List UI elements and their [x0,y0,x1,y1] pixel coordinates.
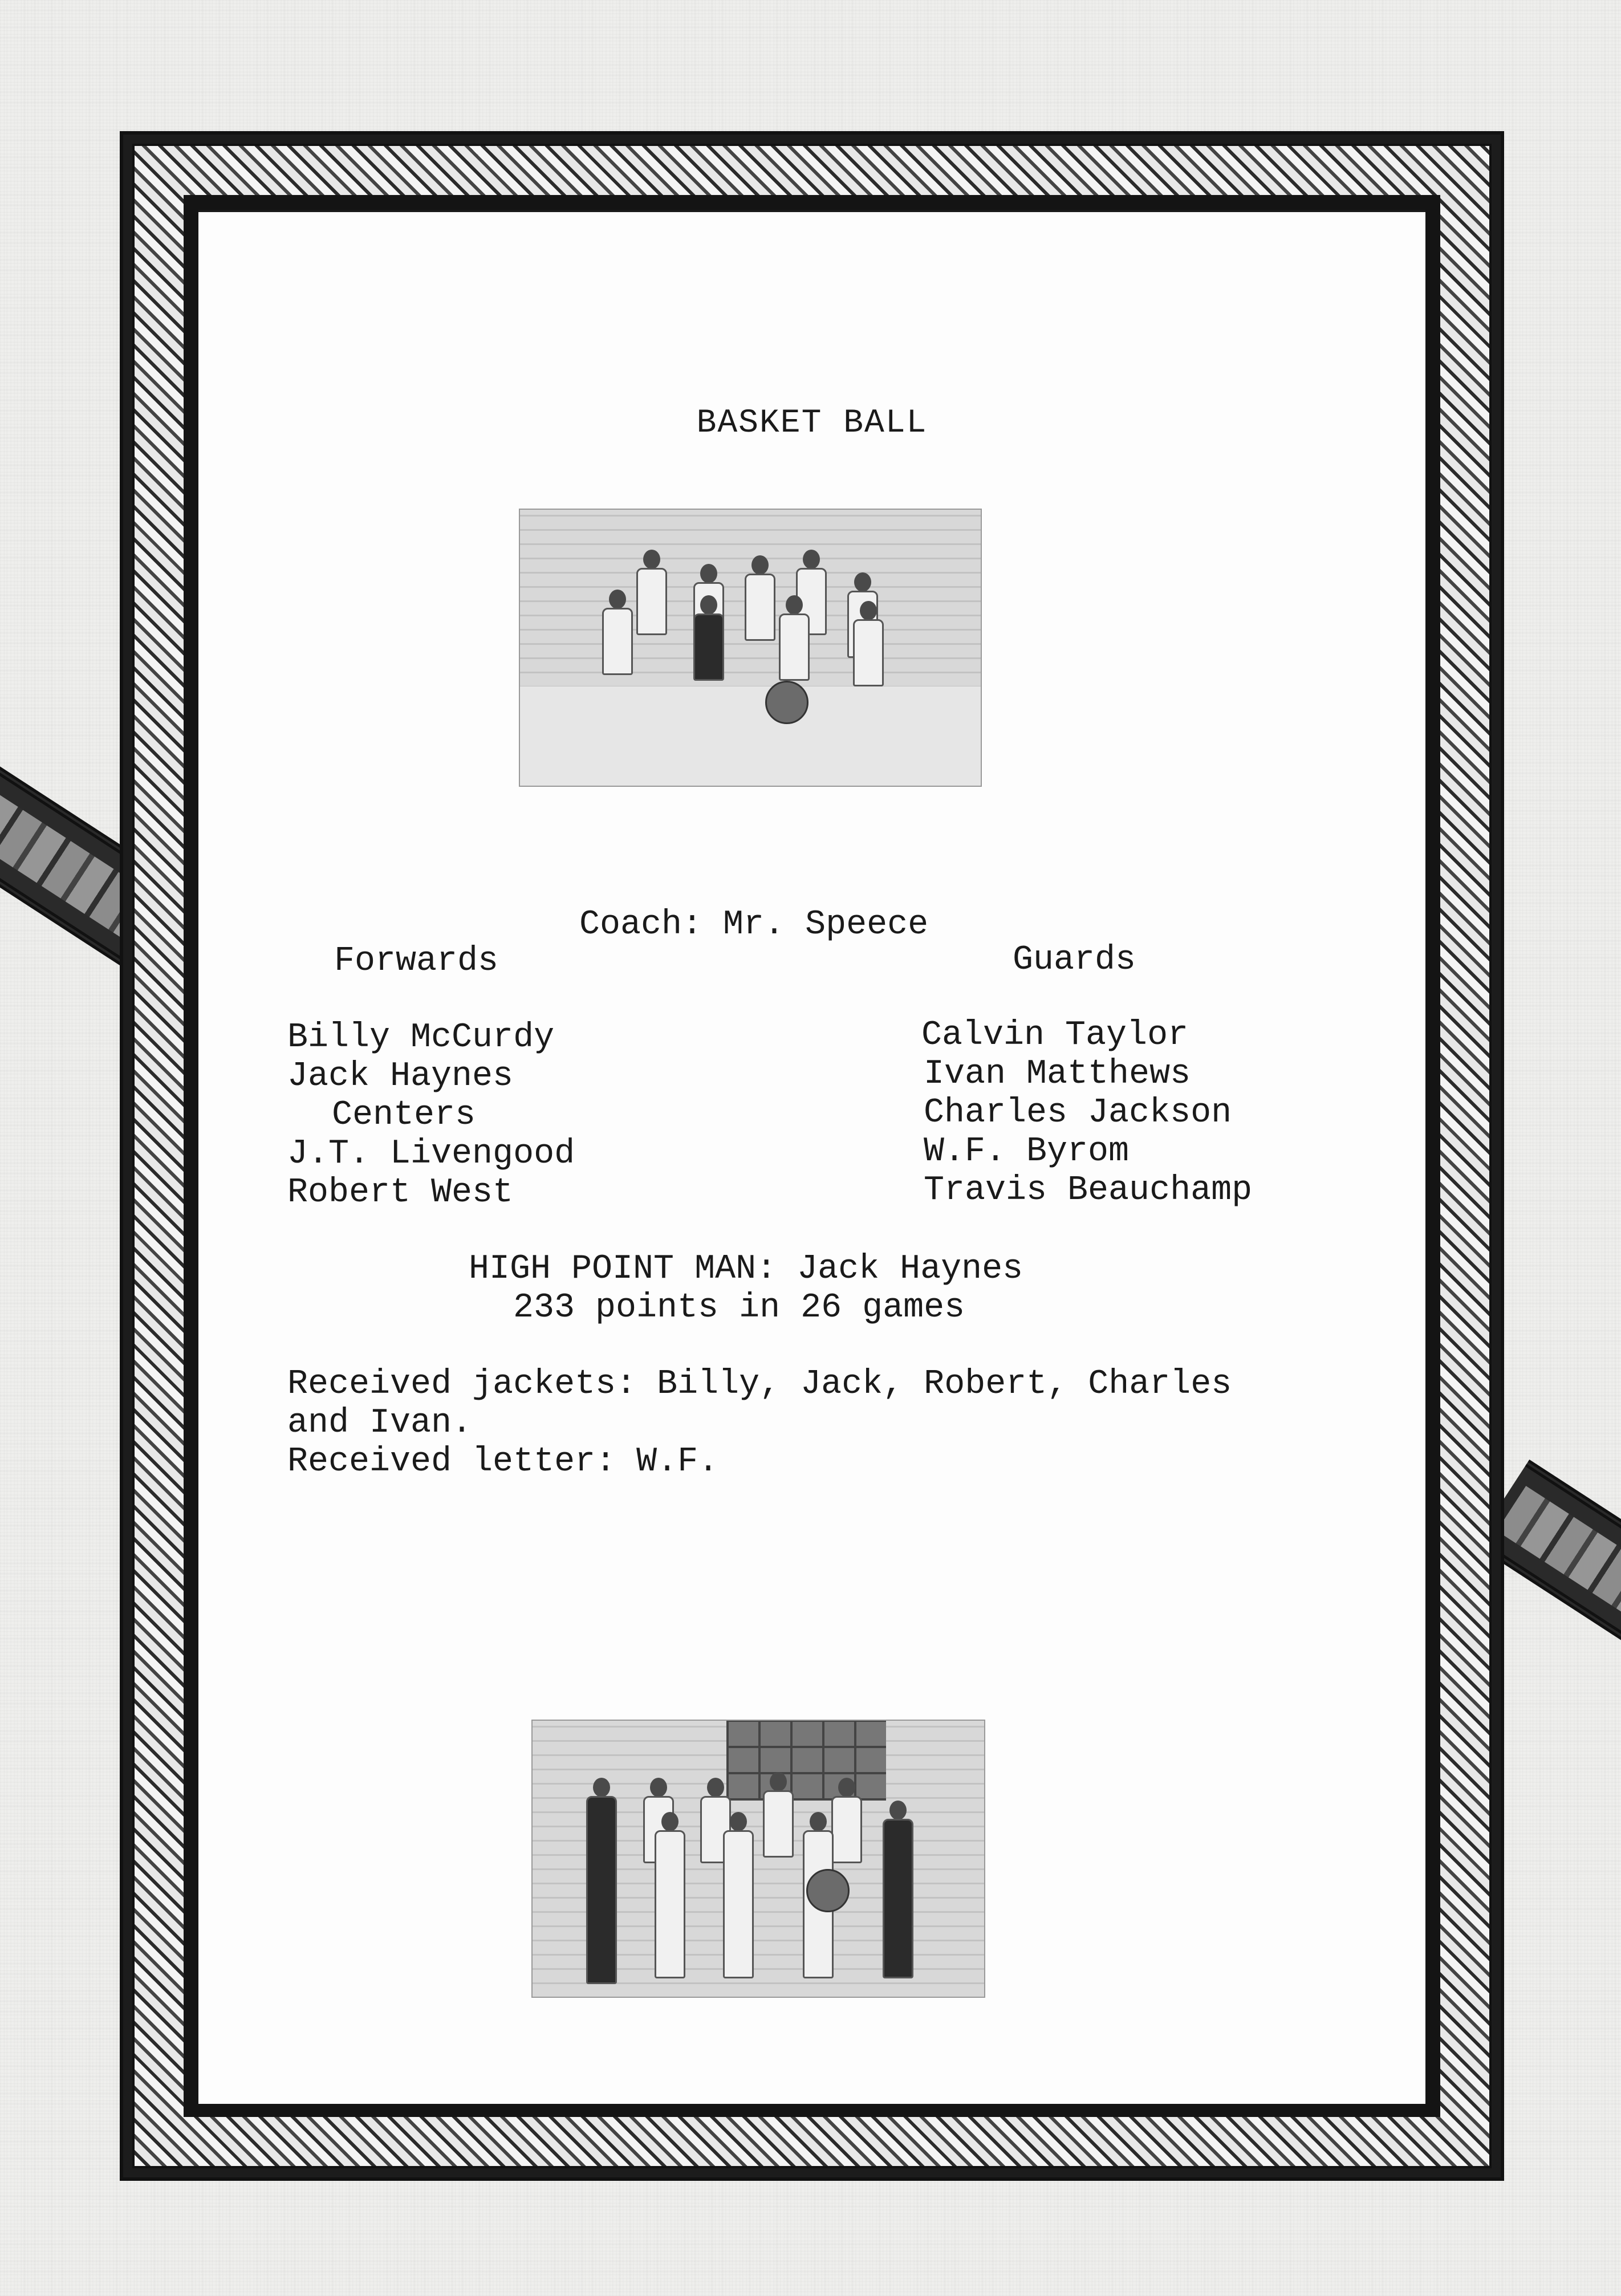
basketball [765,681,809,724]
guards-heading: Guards [1013,941,1136,980]
letter-line: Received letter: W.F. [287,1442,719,1481]
player-figure [777,595,812,681]
page-title: BASKET BALL [696,405,928,442]
player-figure [880,1801,916,1983]
center-name: J.T. Livengood [287,1135,575,1173]
guard-name: Ivan Matthews [924,1055,1191,1094]
forward-name: Billy McCurdy [287,1018,555,1057]
player-figure [742,555,778,641]
player-figure [600,590,635,675]
team-photo-standing [531,1720,985,1998]
coach-figure [584,1778,619,1983]
jackets-line: Received jackets: Billy, Jack, Robert, Charles [287,1365,1232,1404]
center-name: Robert West [287,1173,514,1212]
centers-heading: Centers [332,1096,476,1135]
guard-name: W.F. Byrom [924,1132,1130,1171]
forward-name: Jack Haynes [287,1057,514,1096]
player-figure [761,1772,796,1858]
high-point-man: HIGH POINT MAN: Jack Haynes [469,1250,1023,1289]
player-figure [851,601,886,686]
guard-name: Travis Beauchamp [924,1171,1253,1210]
yearbook-page [198,212,1425,2104]
guard-name: Calvin Taylor [921,1016,1189,1055]
high-point-detail: 233 points in 26 games [513,1289,965,1327]
coach-figure [691,595,726,681]
player-figure [721,1812,756,1983]
jackets-line-continued: and Ivan. [287,1404,473,1442]
player-figure [652,1812,688,1983]
basketball [806,1869,850,1912]
player-figure [634,550,669,635]
coach-line: Coach: Mr. Speece [579,905,929,944]
team-photo-seated [519,509,982,787]
forwards-heading: Forwards [334,942,499,981]
guard-name: Charles Jackson [924,1094,1232,1132]
